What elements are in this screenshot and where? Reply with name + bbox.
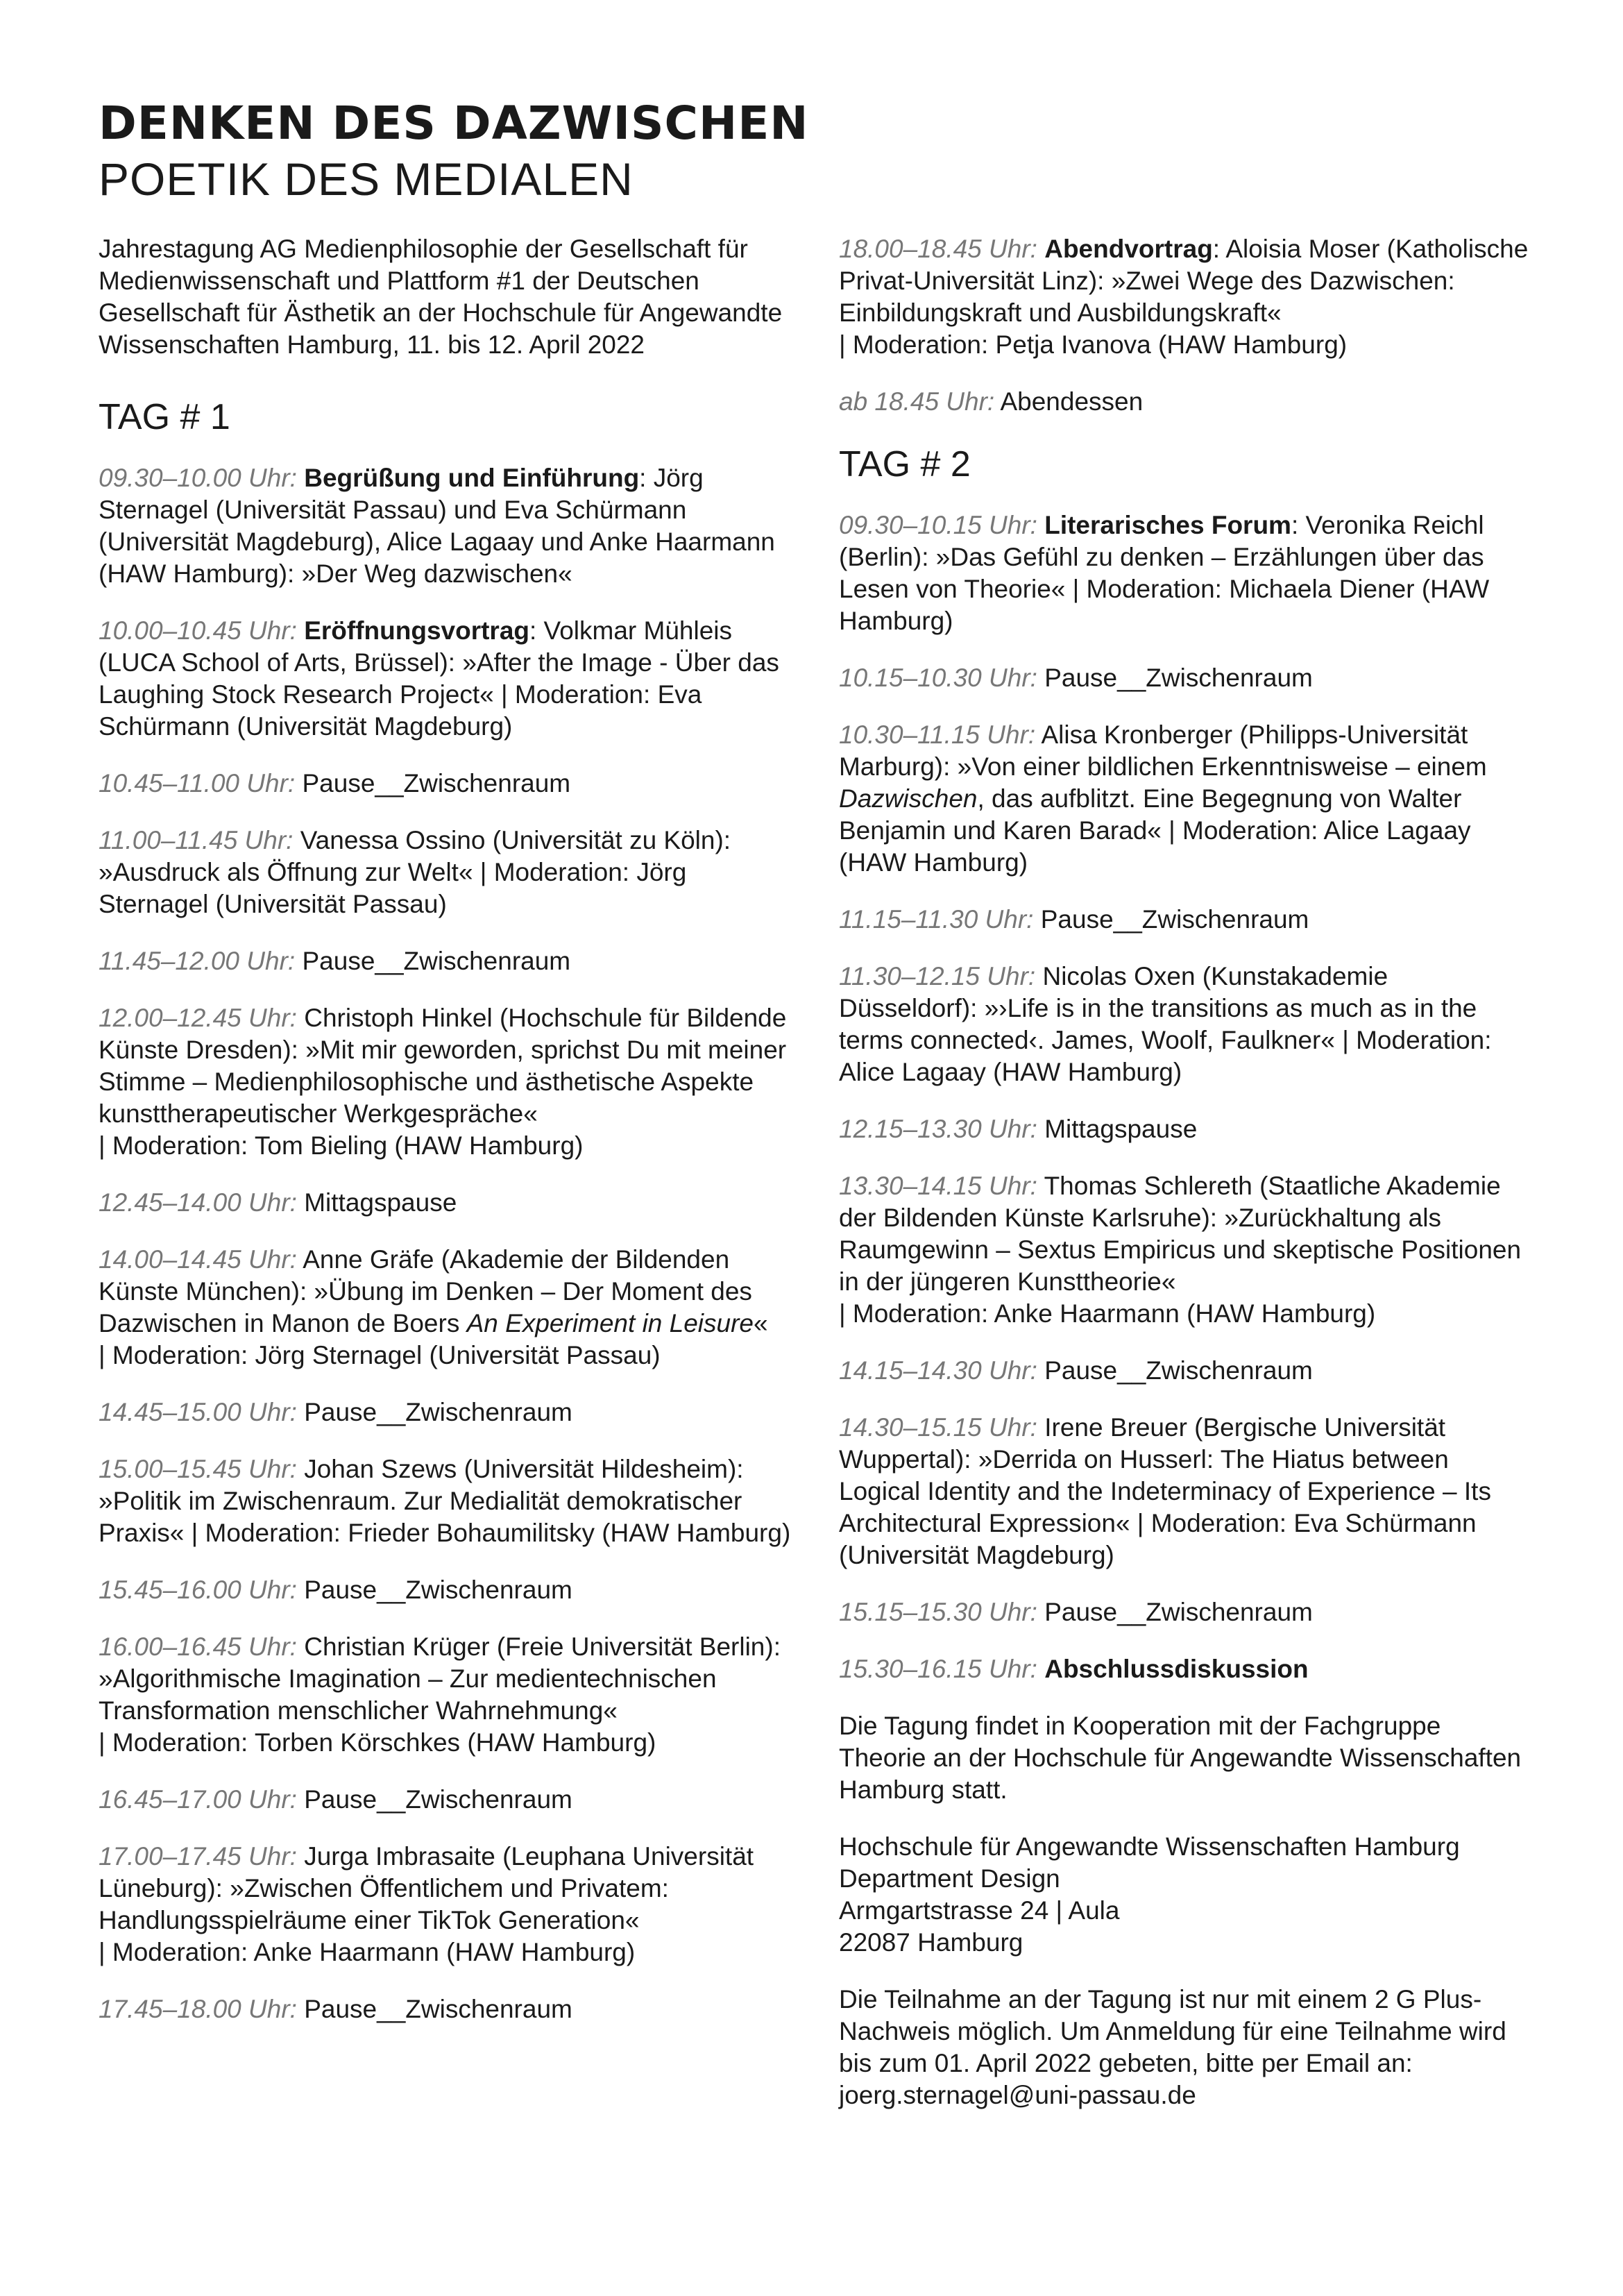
session-text: Pause__Zwischenraum: [1044, 1356, 1313, 1385]
time-range: 12.15–13.30 Uhr:: [839, 1115, 1037, 1143]
emphasis-term: Dazwischen: [839, 784, 978, 813]
program-item: [99, 1574, 792, 1606]
session-text: Thomas Schlereth (Staatliche Akademie der Bildenden Künste Karlsruhe): »Zurückhaltung als Raumgewinn – Sextus Empiricus und skeptische Positionen in der jüngeren Kunsttheorie«: [839, 1172, 1522, 1296]
time-range: 11.45–12.00 Uhr:: [99, 947, 296, 975]
time-range: 16.00–16.45 Uhr:: [99, 1632, 297, 1661]
time-range: 09.30–10.15 Uhr:: [839, 511, 1037, 539]
session-highlight: Begrüßung und Einführung: [304, 464, 640, 492]
session-text: Pause__Zwischenraum: [302, 947, 571, 975]
session-highlight: Literarisches Forum: [1044, 511, 1291, 539]
session-text: : Jörg Sternagel (Universität Passau) und Eva Schürmann (Universität Magdeburg), Alice Lagaay und Anke Haarmann (HAW Hamburg): »Der Weg dazwischen«: [99, 464, 775, 588]
session-text: Jurga Imbrasaite (Leuphana Universität Lüneburg): »Zwischen Öffentlichem und Privatem: Handlungsspielräume einer TikTok Generation«: [99, 1842, 754, 1934]
right-column: [839, 233, 1533, 2136]
time-range: 15.00–15.45 Uhr:: [99, 1455, 297, 1483]
session-text: Pause__Zwischenraum: [304, 1398, 572, 1426]
program-item: [99, 1631, 792, 1759]
moderation-text: | Moderation: Anke Haarmann (HAW Hamburg): [99, 1938, 636, 1966]
time-range: 14.30–15.15 Uhr:: [839, 1413, 1037, 1442]
time-range: 10.45–11.00 Uhr:: [99, 769, 296, 797]
program-item: [99, 1244, 792, 1371]
session-text: Pause__Zwischenraum: [1040, 905, 1309, 934]
session-text: Pause__Zwischenraum: [304, 1785, 572, 1814]
program-item: [839, 1412, 1533, 1571]
time-range: 11.30–12.15 Uhr:: [839, 962, 1036, 990]
session-text-end: , das aufblitzt. Eine Begegnung von Walter Benjamin und Karen Barad« | Moderation: Alice Lagaay (HAW Hamburg): [839, 784, 1471, 877]
session-highlight: Abendvortrag: [1044, 235, 1213, 263]
venue-address: [839, 1831, 1533, 1959]
day-2-heading: TAG # 2: [839, 444, 971, 484]
program-item: [839, 904, 1533, 936]
program-item: [99, 1002, 792, 1162]
address-line: Hochschule für Angewandte Wissenschaften Hamburg: [839, 1832, 1460, 1861]
time-range: 11.15–11.30 Uhr:: [839, 905, 1034, 934]
work-title: An Experiment in Leisure: [466, 1309, 754, 1337]
session-text: : Veronika Reichl (Berlin): »Das Gefühl zu denken – Erzählungen über das Lesen von Theorie« | Moderation: Michaela Diener (HAW Hamburg): [839, 511, 1490, 635]
time-range: 11.00–11.45 Uhr:: [99, 826, 294, 854]
time-range: 17.00–17.45 Uhr:: [99, 1842, 297, 1871]
session-text: Pause__Zwischenraum: [304, 1995, 572, 2023]
program-item: [99, 1841, 792, 1968]
program-item: [839, 509, 1533, 637]
session-highlight: Abschlussdiskussion: [1044, 1655, 1309, 1683]
program-item: [839, 1596, 1533, 1628]
session-text: Christian Krüger (Freie Universität Berlin): »Algorithmische Imagination – Zur medientechnischen Transformation menschlicher Wahrnehmung«: [99, 1632, 781, 1725]
session-text: Vanessa Ossino (Universität zu Köln): »Ausdruck als Öffnung zur Welt« | Moderation: Jörg Sternagel (Universität Passau): [99, 826, 731, 918]
program-item: [99, 1187, 792, 1219]
program-item: [99, 462, 792, 590]
time-range: 17.45–18.00 Uhr:: [99, 1995, 297, 2023]
session-text: Mittagspause: [1044, 1115, 1198, 1143]
moderation-text: | Moderation: Torben Körschkes (HAW Hamburg): [99, 1728, 656, 1757]
program-item: [839, 233, 1533, 361]
moderation-text: | Moderation: Petja Ivanova (HAW Hamburg): [839, 330, 1348, 359]
time-range: 14.00–14.45 Uhr:: [99, 1245, 297, 1274]
time-range: 13.30–14.15 Uhr:: [839, 1172, 1037, 1200]
page-subtitle: POETIK DES MEDIALEN: [99, 153, 634, 205]
session-text: Nicolas Oxen (Kunstakademie Düsseldorf): »›Life is in the transitions as much as in the terms connected‹. James, Woolf, Faulkner« | Moderation: Alice Lagaay (HAW Hamburg): [839, 962, 1492, 1086]
address-line: Department Design: [839, 1864, 1060, 1893]
program-item: [99, 615, 792, 743]
time-range: 15.30–16.15 Uhr:: [839, 1655, 1037, 1683]
program-item: [839, 1170, 1533, 1330]
program-item: [839, 961, 1533, 1088]
time-range: 18.00–18.45 Uhr:: [839, 235, 1037, 263]
program-item: [839, 1653, 1533, 1685]
day-1-heading: TAG # 1: [99, 397, 230, 437]
intro-paragraph: Jahrestagung AG Medienphilosophie der Gesellschaft für Medienwissenschaft und Plattform #1 der Deutschen Gesellschaft für Ästhetik an der Hochschule für Angewandte Wissenschaften Hamburg, 11. bis 12. April 2022: [99, 235, 783, 359]
session-text: Johan Szews (Universität Hildesheim): »Politik im Zwischenraum. Zur Medialität demokratischer Praxis« | Moderation: Frieder Bohaumilitsky (HAW Hamburg): [99, 1455, 791, 1547]
session-text: Mittagspause: [304, 1188, 457, 1217]
time-range: 15.45–16.00 Uhr:: [99, 1576, 297, 1604]
session-text: Pause__Zwischenraum: [304, 1576, 572, 1604]
session-text: Pause__Zwischenraum: [1044, 664, 1313, 692]
time-range: ab 18.45 Uhr:: [839, 387, 995, 416]
program-item: [839, 386, 1533, 418]
time-range: 14.15–14.30 Uhr:: [839, 1356, 1037, 1385]
time-range: 10.00–10.45 Uhr:: [99, 616, 297, 645]
program-item: [839, 662, 1533, 694]
time-range: 15.15–15.30 Uhr:: [839, 1598, 1037, 1626]
time-range: 10.15–10.30 Uhr:: [839, 664, 1037, 692]
moderation-text: | Moderation: Jörg Sternagel (Universität Passau): [99, 1341, 661, 1369]
session-text: Christoph Hinkel (Hochschule für Bildende Künste Dresden): »Mit mir geworden, sprichst Du mit meiner Stimme – Medienphilosophische und ästhetische Aspekte kunsttherapeutischer Werkgespräche«: [99, 1004, 787, 1128]
cooperation-note: Die Tagung findet in Kooperation mit der Fachgruppe Theorie an der Hochschule für Angewandte Wissenschaften Hamburg statt.: [839, 1712, 1522, 1804]
session-text: : Volkmar Mühleis (LUCA School of Arts, Brüssel): »After the Image - Über das Laughing Stock Research Project« | Moderation: Eva Schürmann (Universität Magdeburg): [99, 616, 779, 741]
session-text: : Aloisia Moser (Katholische Privat-Universität Linz): »Zwei Wege des Dazwischen: Einbildungskraft und Ausbildungskraft«: [839, 235, 1529, 327]
address-line: 22087 Hamburg: [839, 1928, 1023, 1957]
session-text: Pause__Zwischenraum: [302, 769, 571, 797]
session-highlight: Eröffnungsvortrag: [304, 616, 529, 645]
session-text: Alisa Kronberger (Philipps-Universität Marburg): »Von einer bildlichen Erkenntnisweise – einem: [839, 720, 1487, 781]
address-line: Armgartstrasse 24 | Aula: [839, 1896, 1120, 1925]
session-text: Abendessen: [1000, 387, 1144, 416]
program-item: [839, 1355, 1533, 1387]
program-item: [99, 1993, 792, 2025]
session-text: Irene Breuer (Bergische Universität Wuppertal): »Derrida on Husserl: The Hiatus between Logical Identity and the Indeterminacy of Experience – Its Architectural Expression« | Moderation: Eva Schürmann (Universität Magdeburg): [839, 1413, 1491, 1569]
program-item: [99, 1784, 792, 1816]
time-range: 16.45–17.00 Uhr:: [99, 1785, 297, 1814]
session-text: Anne Gräfe (Akademie der Bildenden Künste München): »Übung im Denken – Der Moment des Dazwischen in Manon de Boers: [99, 1245, 752, 1337]
session-text: Pause__Zwischenraum: [1044, 1598, 1313, 1626]
left-column: [99, 233, 792, 2050]
time-range: 12.45–14.00 Uhr:: [99, 1188, 297, 1217]
time-range: 12.00–12.45 Uhr:: [99, 1004, 297, 1032]
program-item: [99, 768, 792, 800]
registration-note: Die Teilnahme an der Tagung ist nur mit einem 2 G Plus-Nachweis möglich. Um Anmeldung für eine Teilnahme wird bis zum 01. April 2022 gebeten, bitte per Email an: joerg.sternagel@uni-passau.de: [839, 1985, 1506, 2109]
time-range: 10.30–11.15 Uhr:: [839, 720, 1036, 749]
program-item: [99, 825, 792, 920]
session-text-end: «: [754, 1309, 768, 1337]
program-item: [99, 1396, 792, 1428]
time-range: 14.45–15.00 Uhr:: [99, 1398, 297, 1426]
program-item: [99, 1453, 792, 1549]
page-title: DENKEN DES DAZWISCHEN: [99, 96, 809, 150]
program-item: [99, 945, 792, 977]
moderation-text: | Moderation: Anke Haarmann (HAW Hamburg): [839, 1299, 1376, 1328]
program-item: [839, 1113, 1533, 1145]
moderation-text: | Moderation: Tom Bieling (HAW Hamburg): [99, 1131, 584, 1160]
time-range: 09.30–10.00 Uhr:: [99, 464, 297, 492]
program-item: [839, 719, 1533, 879]
